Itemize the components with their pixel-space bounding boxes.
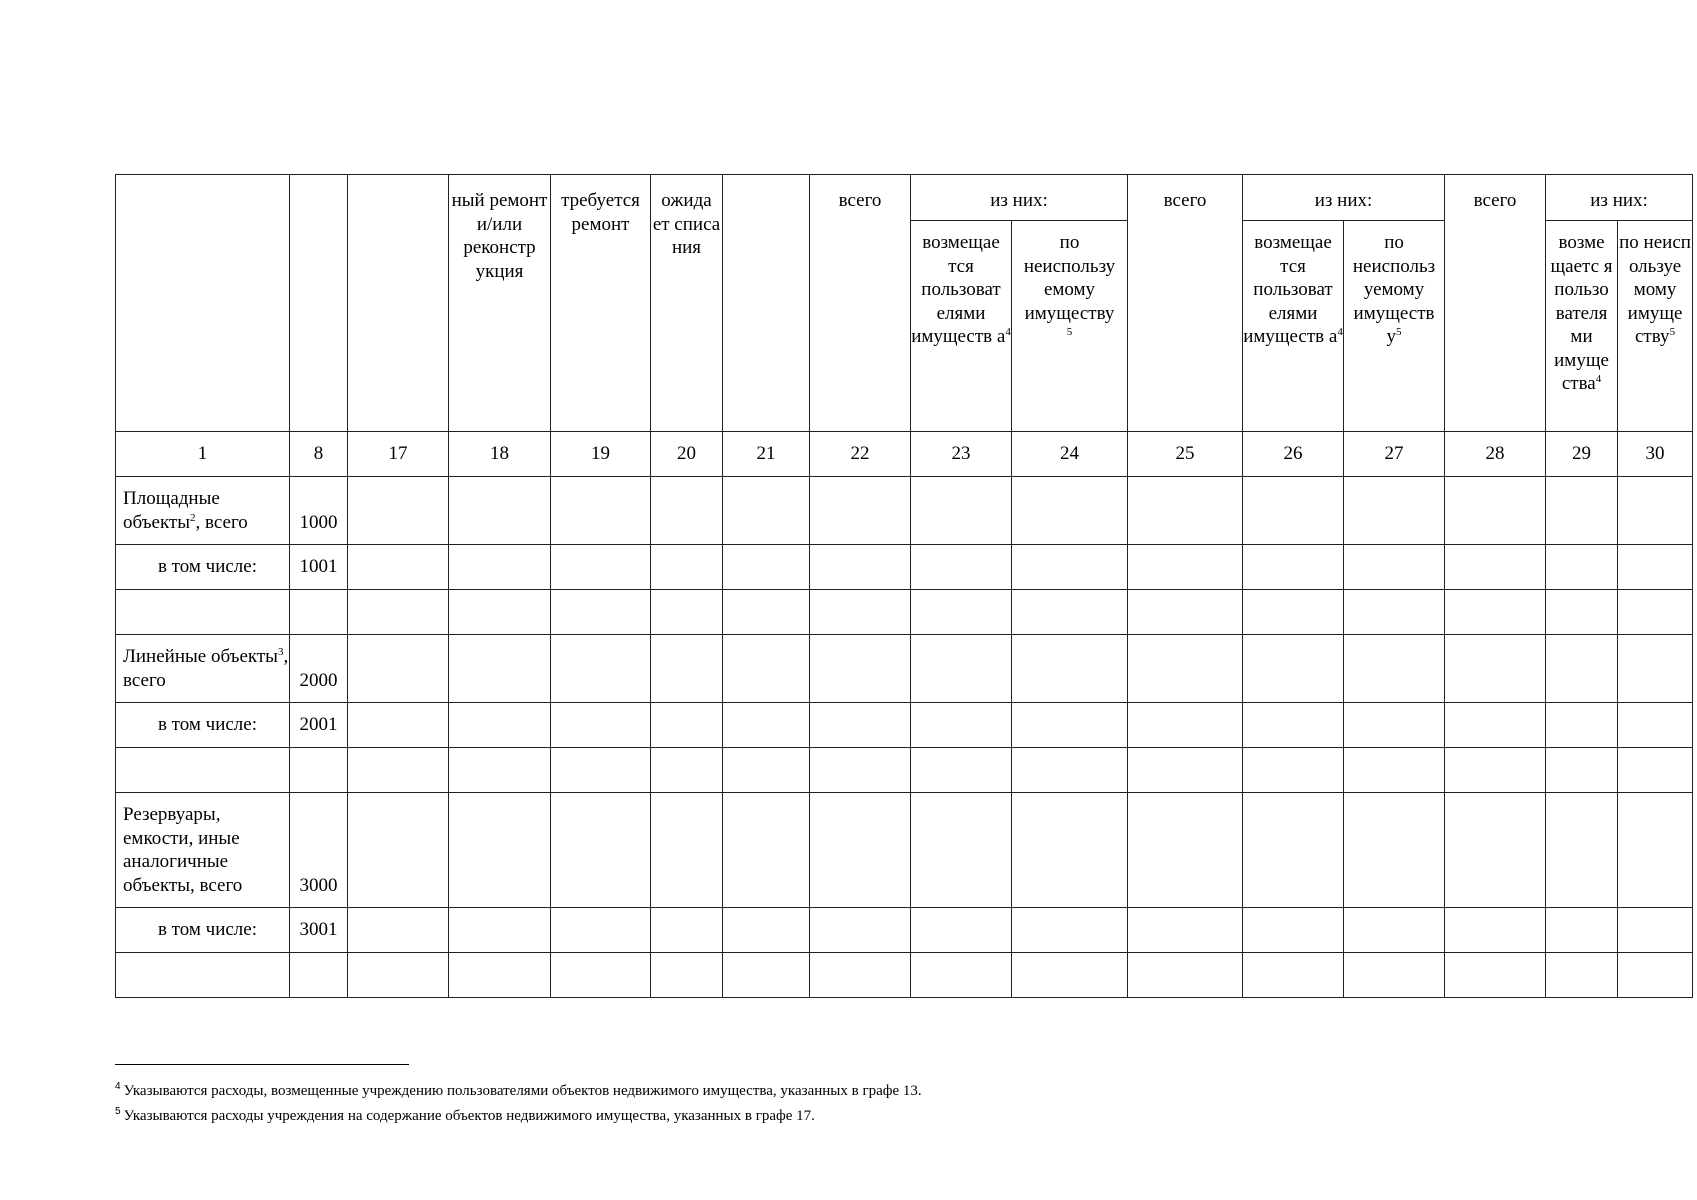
column-number: 29 xyxy=(1546,432,1618,477)
header-cell-col20: ожида ет списа ния xyxy=(651,175,723,432)
row-label-reservoirs: Резервуары, емкости, иные аналогичные объекты, всего xyxy=(116,793,290,908)
table-row xyxy=(116,953,1693,998)
row-label-linear-objects: Линейные объекты$^3$, всего xyxy=(116,635,290,703)
header-cell-col18: ный ремонт и/или реконстр укция xyxy=(449,175,551,432)
table-row xyxy=(116,545,1693,590)
header-cell-col29: возме щаетс я пользо вателя ми имуще ства$^4$ xyxy=(1546,221,1618,432)
header-cell-col1 xyxy=(116,175,290,432)
row-code: 2001 xyxy=(290,703,348,748)
header-cell-col24: по неиспользу емому имуществу $^5$ xyxy=(1012,221,1128,432)
row-label-including: в том числе: xyxy=(116,703,290,748)
header-cell-col28-total: всего xyxy=(1445,175,1546,432)
row-code: 1000 xyxy=(290,477,348,545)
column-number: 26 xyxy=(1243,432,1344,477)
footnote-5: $^5$ Указываются расходы учреждения на содержание объектов недвижимого имущества, указанных в графе 17. xyxy=(115,1106,815,1124)
header-cell-col25-total: всего xyxy=(1128,175,1243,432)
header-cell-group-b-of-which: из них: xyxy=(1243,175,1445,221)
column-number: 19 xyxy=(551,432,651,477)
row-label-including: в том числе: xyxy=(116,908,290,953)
header-cell-col22-total: всего xyxy=(810,175,911,432)
header-cell-col23: возмещае тся пользоват елями имуществ $а^4$ xyxy=(911,221,1012,432)
column-number: 24 xyxy=(1012,432,1128,477)
table-row xyxy=(116,793,1693,908)
column-number: 8 xyxy=(290,432,348,477)
footnote-separator xyxy=(115,1064,409,1065)
footnote-4: $^4$ Указываются расходы, возмещенные учреждению пользователями объектов недвижимого имущества, указанных в графе 13. xyxy=(115,1081,922,1099)
header-cell-group-a-of-which: из них: xyxy=(911,175,1128,221)
table-row xyxy=(116,748,1693,793)
table-row xyxy=(116,703,1693,748)
header-cell-col17 xyxy=(348,175,449,432)
header-cell-group-c-of-which: из них: xyxy=(1546,175,1693,221)
header-cell-col21 xyxy=(723,175,810,432)
column-number: 1 xyxy=(116,432,290,477)
row-code: 2000 xyxy=(290,635,348,703)
row-code: 3001 xyxy=(290,908,348,953)
header-cell-col26: возмещае тся пользоват елями имуществ $а^4$ xyxy=(1243,221,1344,432)
table-row xyxy=(116,635,1693,703)
column-number: 25 xyxy=(1128,432,1243,477)
column-number: 23 xyxy=(911,432,1012,477)
column-number: 18 xyxy=(449,432,551,477)
table-row xyxy=(116,908,1693,953)
column-number: 20 xyxy=(651,432,723,477)
row-label-including: в том числе: xyxy=(116,545,290,590)
column-number: 22 xyxy=(810,432,911,477)
header-row-1 xyxy=(116,175,1693,221)
column-number: 17 xyxy=(348,432,449,477)
header-cell-col8 xyxy=(290,175,348,432)
row-code: 3000 xyxy=(290,793,348,908)
column-number: 27 xyxy=(1344,432,1445,477)
table-row xyxy=(116,477,1693,545)
report-table xyxy=(115,174,1693,998)
column-number: 30 xyxy=(1618,432,1693,477)
header-cell-col30: по неисп ользуе мому имуще ству$^5$ xyxy=(1618,221,1693,432)
column-number: 28 xyxy=(1445,432,1546,477)
row-label-area-objects: Площадные объекты$^2$, всего xyxy=(116,477,290,545)
table-row xyxy=(116,590,1693,635)
header-cell-col19: требуется ремонт xyxy=(551,175,651,432)
column-number: 21 xyxy=(723,432,810,477)
column-number-row xyxy=(116,432,1693,477)
row-code: 1001 xyxy=(290,545,348,590)
header-cell-col27: по неиспольз уемому имуществ $у^5$ xyxy=(1344,221,1445,432)
